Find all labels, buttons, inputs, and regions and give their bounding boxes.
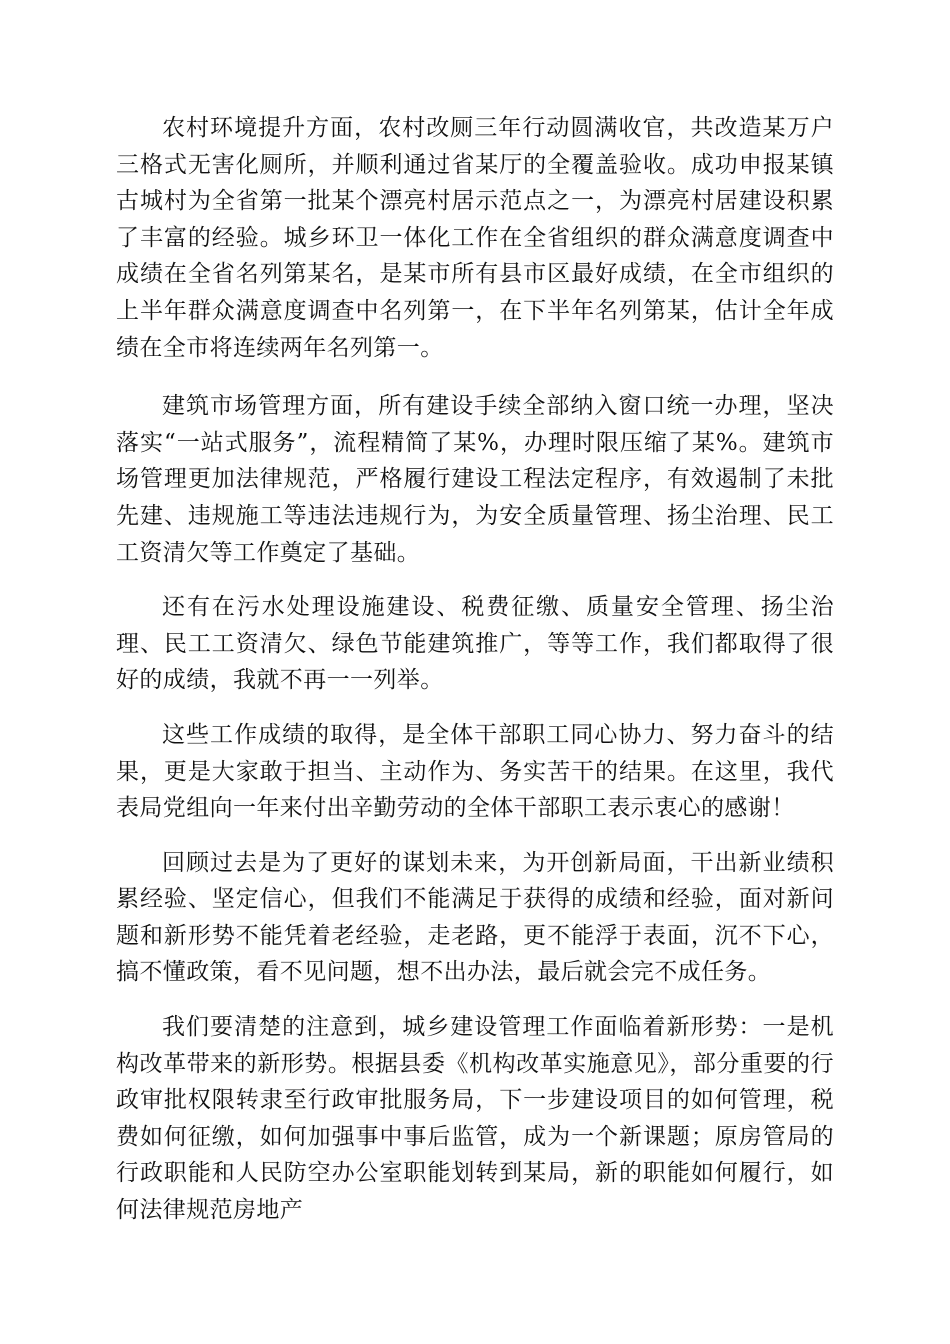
paragraph-rural-environment: 农村环境提升方面，农村改厕三年行动圆满收官，共改造某万户三格式无害化厕所，并顺利通过省某厅的全覆盖验收。成功申报某镇古城村为全省第一批某个漂亮村居示范点之一，为漂亮村居建设积累了丰富的经验。城乡环卫一体化工作在全省组织的群众满意度调查中成绩在全省名列第某名，是某市所有县市区最好成绩，在全市组织的上半年群众满意度调查中名列第一，在下半年名列第某，估计全年成绩在全市将连续两年名列第一。	[116, 115, 834, 361]
paragraph-thanks: 这些工作成绩的取得，是全体干部职工同心协力、努力奋斗的结果，更是大家敢于担当、主动作为、务实苦干的结果。在这里，我代表局党组向一年来付出辛勤劳动的全体干部职工表示衷心的感谢！	[116, 721, 834, 822]
paragraph-review-past: 回顾过去是为了更好的谋划未来，为开创新局面，干出新业绩积累经验、坚定信心，但我们不能满足于获得的成绩和经验，面对新问题和新形势不能凭着老经验，走老路，更不能浮于表面，沉不下心，搞不懂政策，看不见问题，想不出办法，最后就会完不成任务。	[116, 849, 834, 986]
paragraph-new-situation: 我们要清楚的注意到，城乡建设管理工作面临着新形势：一是机构改革带来的新形势。根据县委《机构改革实施意见》，部分重要的行政审批权限转隶至行政审批服务局，下一步建设项目的如何管理，税费如何征缴，如何加强事中事后监管，成为一个新课题；原房管局的行政职能和人民防空办公室职能划转到某局，新的职能如何履行，如何法律规范房地产	[116, 1014, 834, 1224]
document-body	[116, 110, 834, 1247]
paragraph-other-work: 还有在污水处理设施建设、税费征缴、质量安全管理、扬尘治理、民工工资清欠、绿色节能建筑推广，等等工作，我们都取得了很好的成绩，我就不再一一列举。	[116, 594, 834, 694]
paragraph-construction-market: 建筑市场管理方面，所有建设手续全部纳入窗口统一办理，坚决落实“一站式服务”，流程精简了某%，办理时限压缩了某%。建筑市场管理更加法律规范，严格履行建设工程法定程序，有效遏制了未批先建、违规施工等违法违规行为，为安全质量管理、扬尘治理、民工工资清欠等工作奠定了基础。	[116, 393, 834, 566]
